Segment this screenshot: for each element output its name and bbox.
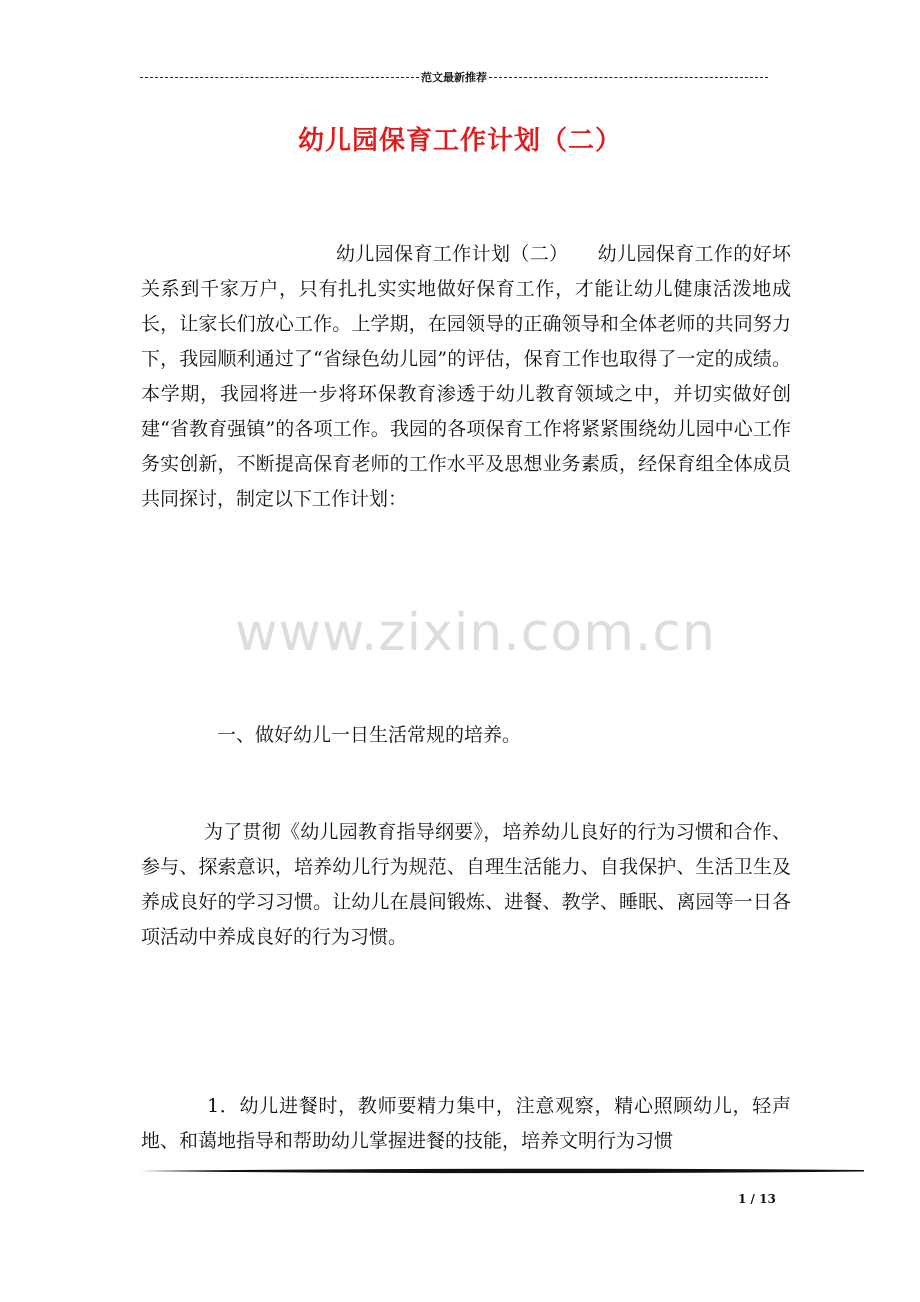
header-banner-text: 范文最新推荐 (421, 71, 487, 84)
page-number: 1 / 13 (738, 1192, 776, 1206)
section-1-heading: 一、做好幼儿一日生活常规的培养。 (217, 724, 522, 746)
watermark: www.zixin.com.cn (235, 603, 716, 663)
footer-rule (140, 1166, 864, 1176)
intro-paragraph: 幼儿园保育工作计划（二） 幼儿园保育工作的好坏关系到千家万户，只有扎扎实实地做好保育工作，才能让幼儿健康活泼地成长，让家长们放心工作。上学期，在园领导的正确领导和全体老师的共同努力下，我园顺利通过了“省绿色幼儿园”的评估，保育工作也取得了一定的成绩。本学期，我园将进一步将环保教育渗透于幼儿教育领域之中，并切实做好创建“省教育强镇”的各项工作。我园的各项保育工作将紧紧围绕幼儿园中心工作务实创新，不断提高保育老师的工作水平及思想业务素质，经保育组全体成员共同探讨，制定以下工作计划： (141, 243, 791, 510)
section-1-body-paragraph: 为了贯彻《幼儿园教育指导纲要》，培养幼儿良好的行为习惯和合作、参与、探索意识，培养幼儿行为规范、自理生活能力、自我保护、生活卫生及养成良好的学习习惯。让幼儿在晨间锻炼、进餐、教学、睡眠、离园等一日各项活动中养成良好的行为习惯。 (141, 821, 791, 948)
document-title: 幼儿园保育工作计划（二） (297, 126, 622, 156)
header-dashes-right (489, 77, 768, 78)
header-dashes-left (140, 77, 419, 78)
header-banner (140, 69, 768, 85)
item-1-paragraph: 1．幼儿进餐时，教师要精力集中，注意观察，精心照顾幼儿，轻声地、和蔼地指导和帮助幼儿掌握进餐的技能，培养文明行为习惯 (141, 1095, 791, 1152)
